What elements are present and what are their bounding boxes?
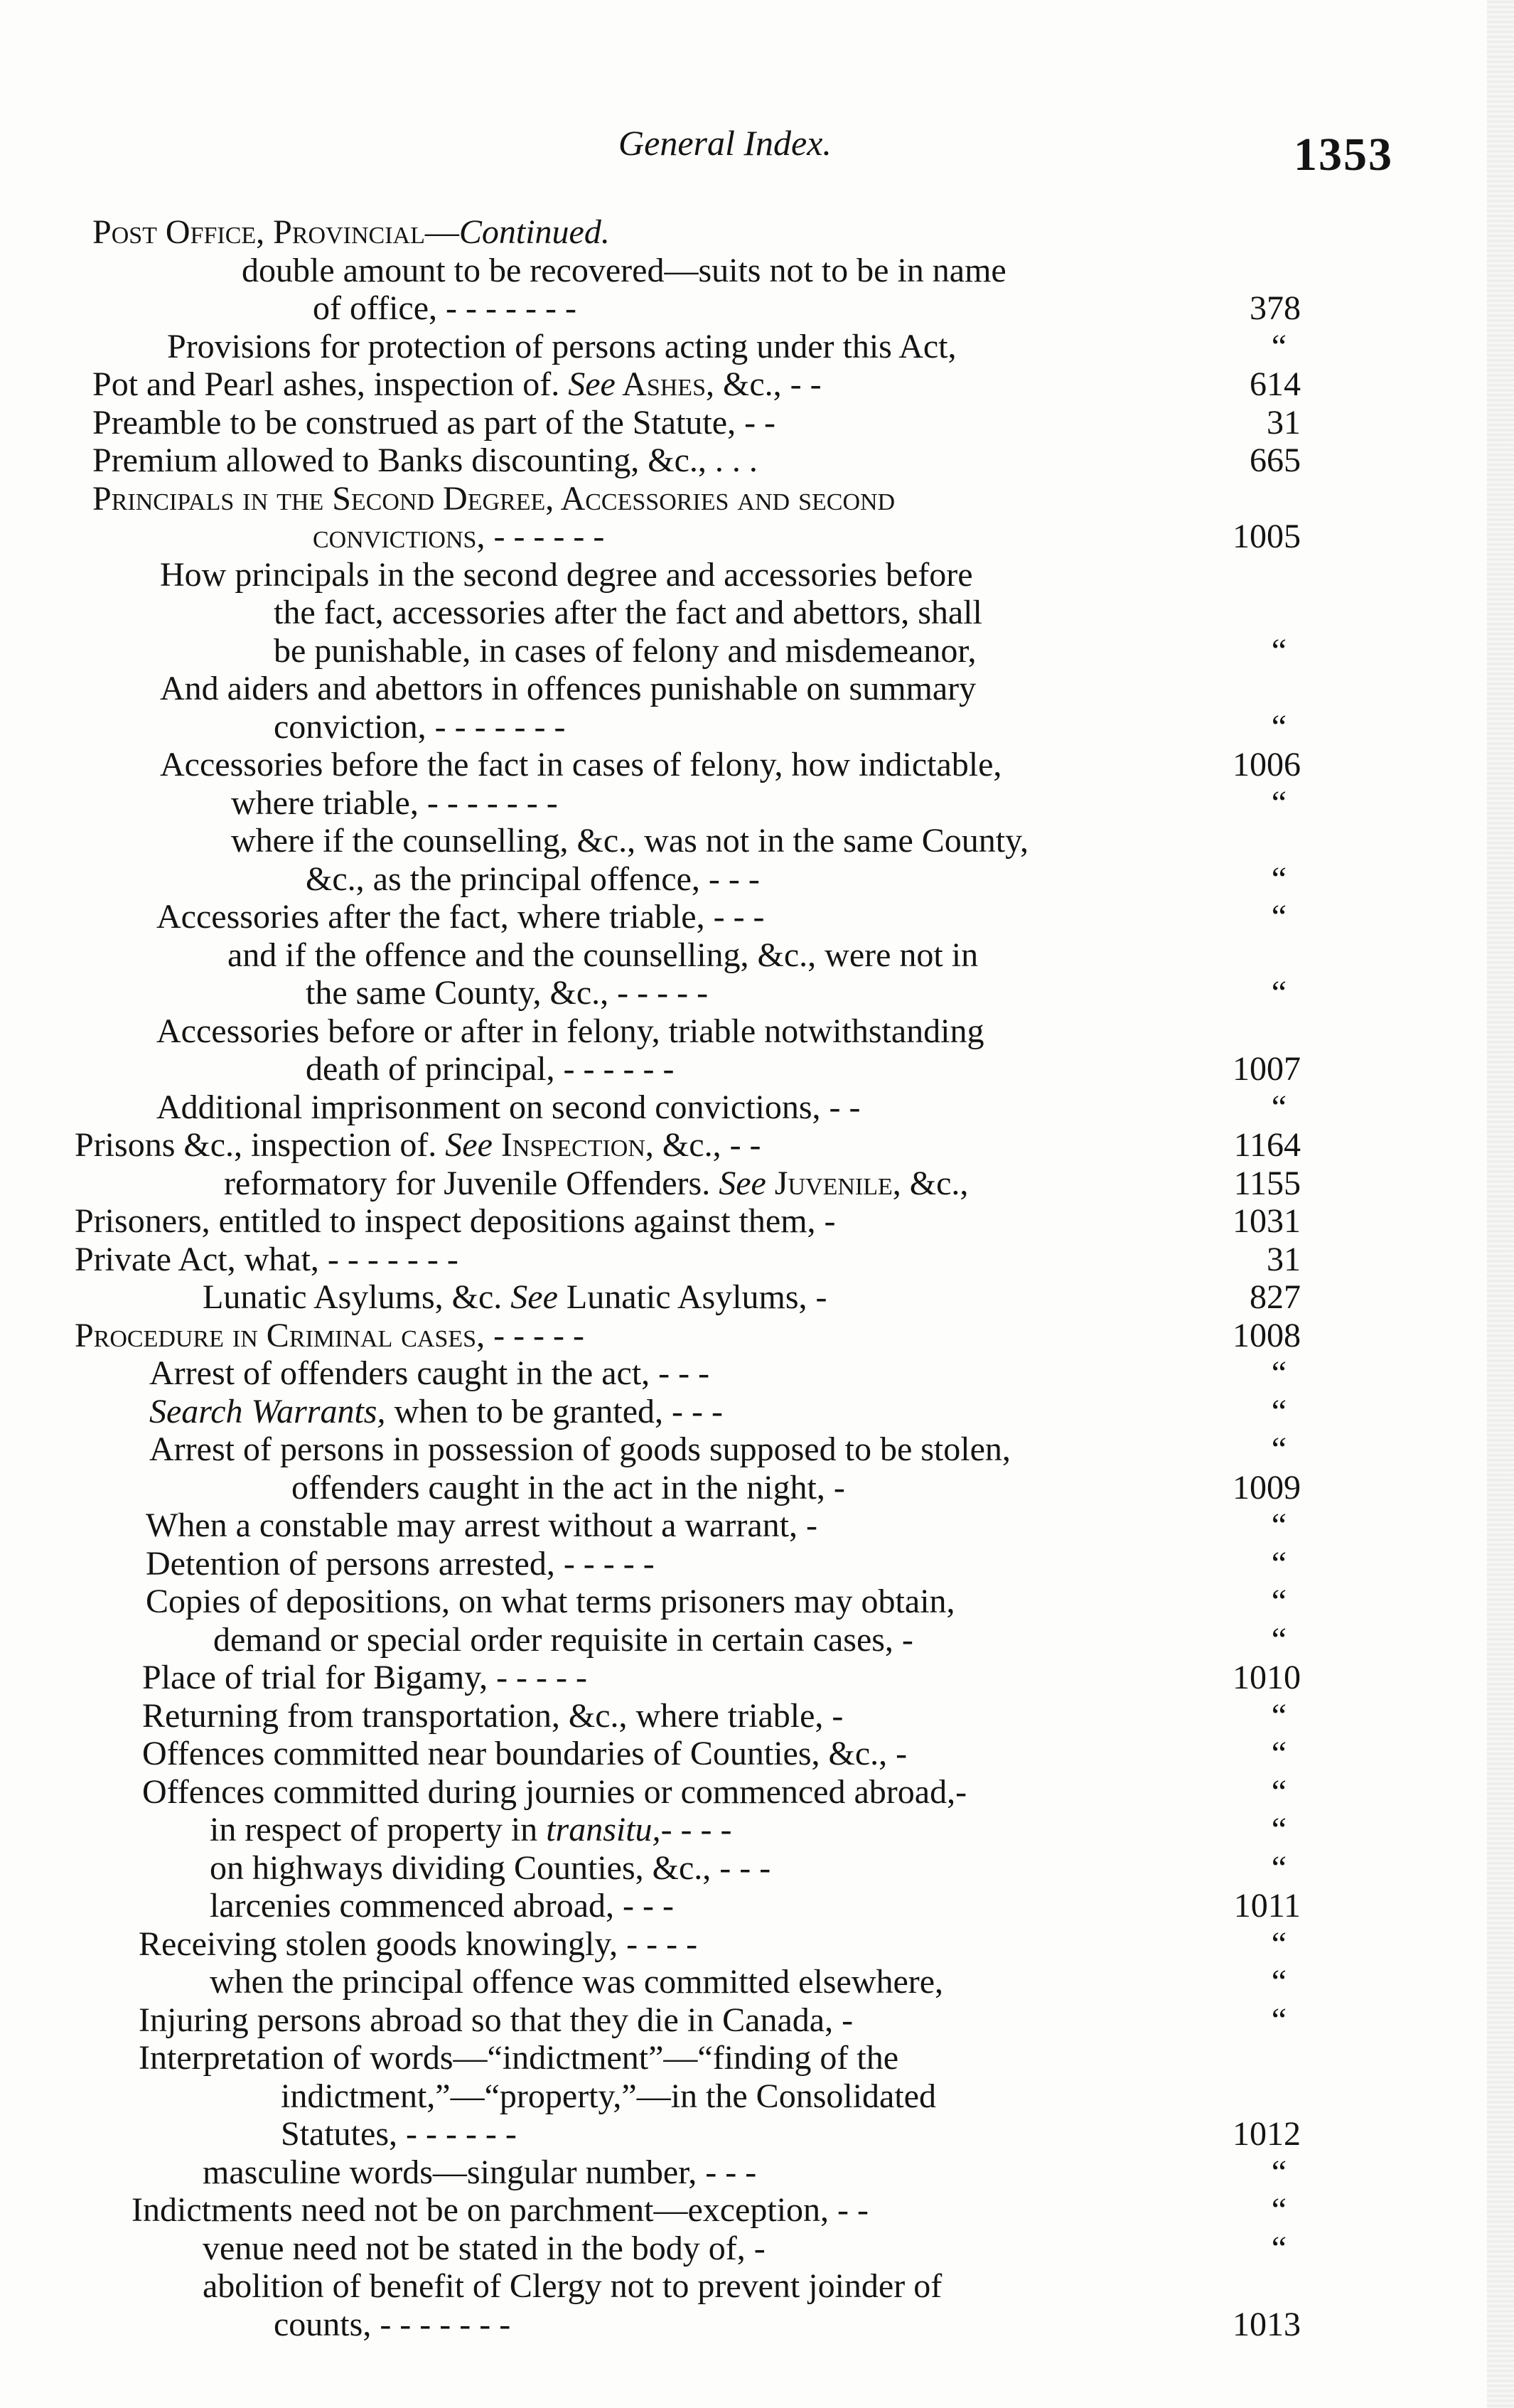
index-entry-text-part: See (445, 1126, 493, 1164)
index-entry-text (213, 1621, 913, 1659)
index-entry (0, 1012, 1514, 1051)
index-entry-text-part: Inspection (492, 1126, 645, 1164)
index-entry-text (313, 518, 604, 556)
index-entry-text (306, 860, 760, 899)
ditto-mark: “ (1271, 783, 1287, 822)
index-entry-text-part: Preamble to be construed as part of the Statute, - - (92, 403, 776, 442)
index-entry-text-part: How principals in the second degree and accessories before (160, 555, 973, 594)
index-entry-text-part: Accessories before the fact in cases of felony, how indictable, (160, 746, 1002, 783)
index-entry-text (75, 1202, 836, 1241)
index-entry-text-part: Private Act, what, - - - - - - - (75, 1240, 458, 1278)
index-entry-text-part: Provisions for protection of persons acting under this Act, (167, 327, 957, 365)
index-entry (0, 1697, 1514, 1735)
index-entry-text-part: venue need not be stated in the body of, - (203, 2229, 766, 2267)
index-entry (0, 1278, 1514, 1317)
index-entry (0, 252, 1514, 290)
index-entry-text-part: Accessories after the fact, where triable, - - - (156, 898, 765, 936)
index-entry-text-part: Arrest of offenders caught in the act, - - - (149, 1354, 710, 1392)
index-entry-text-part: , &c., - - (705, 365, 822, 403)
index-entry (0, 898, 1514, 936)
index-entry-text-part: Lunatic Asylums, &c. (203, 1278, 511, 1316)
ditto-mark: “ (1271, 1507, 1287, 1544)
index-entry (0, 1583, 1514, 1621)
index-entry-text-part: See (568, 365, 616, 403)
index-entry-text-part: be punishable, in cases of felony and misdemeanor, (274, 631, 977, 670)
index-entry-text (231, 784, 558, 823)
index-entry-text-part: &c., as the principal offence, - - - (306, 860, 760, 898)
index-entry (0, 784, 1514, 823)
index-entry (0, 1849, 1514, 1888)
index-entry-text-part: Pot and Pearl ashes, inspection of. (92, 365, 569, 403)
index-entry (0, 974, 1514, 1012)
index-entry (0, 442, 1514, 480)
index-entry-text (131, 2191, 869, 2230)
ditto-mark: “ (1271, 898, 1287, 936)
index-entry-text (92, 365, 822, 404)
index-entry-text-part: Receiving stolen goods knowingly, - - - - (139, 1925, 698, 1963)
index-entry-text (92, 480, 895, 518)
index-entry-text-part: Accessories before or after in felony, triable notwithstanding (156, 1012, 984, 1050)
page-reference: 827 (1250, 1278, 1301, 1316)
index-entry-text (160, 746, 1002, 784)
index-entry-text-part: Procedure in Criminal cases, (75, 1316, 485, 1354)
index-entry-text-part: Injuring persons abroad so that they die in Canada, - (139, 2001, 854, 2039)
index-entry (0, 404, 1514, 442)
index-entry (0, 860, 1514, 899)
index-entry (0, 1126, 1514, 1165)
index-entry (0, 1507, 1514, 1545)
index-entry-text-part: Statutes, - - - - - - (281, 2115, 517, 2153)
index-entry (0, 2153, 1514, 2192)
ditto-mark: “ (1271, 1088, 1287, 1126)
ditto-mark: “ (1271, 1925, 1287, 1963)
index-entry-text (306, 974, 708, 1012)
index-entry-text-part: Returning from transportation, &c., where triable, - (142, 1696, 844, 1735)
ditto-mark: “ (1271, 1811, 1287, 1848)
index-entry-text-part: Arrest of persons in possession of goods supposed to be stolen, (149, 1430, 1011, 1468)
page-number: 1353 (1294, 129, 1393, 181)
index-entry (0, 1925, 1514, 1964)
index-entry-text-part: , &c., (892, 1164, 969, 1202)
index-entry (0, 632, 1514, 670)
index-entry-text-part: on highways dividing Counties, &c., - - - (210, 1848, 771, 1887)
index-entry (0, 1735, 1514, 1773)
index-entry-text-part: And aiders and abettors in offences punishable on summary (160, 670, 977, 707)
index-entry-text (291, 1469, 845, 1507)
index-entry-text (160, 670, 976, 708)
index-entry (0, 1773, 1514, 1812)
ditto-mark: “ (1271, 327, 1287, 365)
page-reference: 31 (1267, 1240, 1301, 1278)
index-entry-text-part: larcenies commenced abroad, - - - (210, 1887, 674, 1925)
index-entry-text-part: double amount to be recovered—suits not to be in name (242, 251, 1006, 289)
index-entry-text (210, 1963, 943, 2001)
index-entry (0, 1202, 1514, 1241)
index-entry-text (146, 1545, 655, 1583)
ditto-mark: “ (1271, 1354, 1287, 1392)
running-header-title: General Index. (618, 123, 832, 163)
index-entry (0, 2306, 1514, 2344)
index-entry (0, 1430, 1514, 1469)
index-entry (0, 1088, 1514, 1127)
index-entry-text (139, 2001, 853, 2040)
index-entry-text (139, 2039, 898, 2077)
index-entry-text (146, 1507, 817, 1545)
index-entry (0, 556, 1514, 594)
index-entry-text (224, 1165, 968, 1203)
index-entry-text-part: Search Warrants, (149, 1392, 386, 1430)
index-entry-text-part: - - - - - - (485, 518, 605, 555)
index-entry-text (274, 2306, 510, 2344)
index-entry-text-part: Continued. (458, 213, 610, 251)
index-entry-text-part: Prisons &c., inspection of. (75, 1126, 446, 1164)
index-entry (0, 2115, 1514, 2153)
page-reference: 1010 (1233, 1659, 1301, 1696)
index-entry-text-part: abolition of benefit of Clergy not to prevent joinder of (203, 2267, 943, 2305)
index-entry (0, 822, 1514, 860)
index-entry-text (92, 404, 775, 442)
index-entry-text-part: transitu, (546, 1811, 661, 1848)
index-entry (0, 1393, 1514, 1431)
index-entry-text-part: - - - - (660, 1811, 732, 1848)
page-reference: 1005 (1233, 518, 1301, 555)
index-entry (0, 708, 1514, 747)
index-entry-text (210, 1849, 771, 1888)
ditto-mark: “ (1271, 1544, 1287, 1583)
index-entry-text-part: conviction, - - - - - - - (274, 707, 566, 746)
ditto-mark: “ (1271, 1772, 1287, 1811)
index-entry-text-part: Detention of persons arrested, - - - - - (146, 1544, 655, 1583)
index-entry-text-part: , &c., - - (645, 1126, 761, 1164)
index-entry-text-part: demand or special order requisite in certain cases, - (213, 1620, 913, 1659)
index-entry-text-part: death of principal, - - - - - - (306, 1050, 675, 1088)
index-entry-text (149, 1354, 709, 1393)
index-entry (0, 2191, 1514, 2230)
index-entry (0, 1621, 1514, 1659)
index-entry (0, 746, 1514, 784)
index-entry-text (149, 1430, 1011, 1469)
index-entry (0, 480, 1514, 518)
index-entry-text-part: counts, - - - - - - - (274, 2305, 511, 2343)
index-entry-text-part: Juvenile (766, 1164, 893, 1202)
index-entry-text-part: the fact, accessories after the fact and abettors, shall (274, 594, 982, 631)
index-entry-text (156, 1088, 861, 1127)
index-entry (0, 2001, 1514, 2040)
index-entry (0, 518, 1514, 556)
ditto-mark: “ (1271, 1620, 1287, 1659)
page-reference: 1155 (1233, 1164, 1301, 1202)
ditto-mark: “ (1271, 1392, 1287, 1430)
index-entry-text-part: Interpretation of words—“indictment”—“finding of the (139, 2039, 899, 2077)
index-entry (0, 2039, 1514, 2077)
index-entry-text (203, 2230, 766, 2268)
index-entry (0, 670, 1514, 708)
index-entry-text (139, 1925, 697, 1964)
page-reference: 1006 (1233, 746, 1301, 783)
index-entry-text-part: Principals in the Second Degree, Accessories and second (92, 479, 896, 518)
index-entry-text-part: convictions, (313, 518, 485, 555)
index-entry-text-part: Offences committed during journies or commenced abroad,- (142, 1772, 967, 1811)
page-reference: 1164 (1233, 1126, 1301, 1164)
ditto-mark: “ (1271, 1735, 1287, 1772)
index-entry-text-part: Place of trial for Bigamy, - - - - - (142, 1659, 587, 1696)
ditto-mark: “ (1271, 974, 1287, 1012)
index-entry-text (142, 1697, 843, 1735)
index-entry-text-part: and if the offence and the counselling, &c., were not in (227, 936, 979, 974)
index-entry (0, 289, 1514, 328)
index-entry (0, 213, 1514, 252)
index-entry-text-part: Additional imprisonment on second convictions, - - (156, 1088, 861, 1126)
index-entry-text (227, 936, 978, 975)
index-entry-text (274, 632, 976, 670)
index-entry (0, 2267, 1514, 2306)
ditto-mark: “ (1271, 1696, 1287, 1735)
index-entry-text (142, 1659, 587, 1697)
index-entry-text-part: indictment,”—“property,”—in the Consolidated (281, 2077, 936, 2115)
index-entry-text (142, 1735, 907, 1773)
index-entry-text-part: the same County, &c., - - - - - (306, 974, 709, 1012)
index-entry (0, 328, 1514, 366)
index-entry-text-part: - - - - - (485, 1316, 584, 1354)
index-entry-text (160, 556, 973, 594)
index-entry (0, 1165, 1514, 1203)
index-entry-text-part: where if the counselling, &c., was not in the same County, (231, 822, 1029, 860)
index-entry-text (149, 1393, 723, 1431)
index-entry (0, 1545, 1514, 1583)
index-entry-text (75, 1317, 584, 1355)
ditto-mark: “ (1271, 1963, 1287, 2001)
index-entry-text (231, 822, 1029, 860)
index-entry-text (242, 252, 1006, 290)
page-reference: 31 (1267, 403, 1301, 442)
ditto-mark: “ (1271, 1848, 1287, 1887)
index-entry-text-part: Premium allowed to Banks discounting, &c., . . . (92, 442, 758, 479)
index-entry-text-part: in respect of property in (210, 1811, 547, 1848)
index-entry-text (156, 898, 765, 936)
index-entry (0, 1963, 1514, 2001)
index-entry (0, 1317, 1514, 1355)
index-entry-text (156, 1012, 984, 1051)
index-entry-text (142, 1773, 967, 1812)
index-entry (0, 594, 1514, 632)
index-entry-text (75, 1126, 761, 1165)
page-reference: 1031 (1233, 1202, 1301, 1240)
index-entry (0, 2077, 1514, 2116)
ditto-mark: “ (1271, 631, 1287, 670)
index-entry-text-part: Ashes (615, 365, 706, 403)
index-entry-text-part: when to be granted, - - - (385, 1392, 723, 1430)
index-entry (0, 1469, 1514, 1507)
page-reference: 1007 (1233, 1050, 1301, 1088)
index-entry (0, 1887, 1514, 1925)
index-entry (0, 1354, 1514, 1393)
index-entry-text-part: Lunatic Asylums, - (557, 1278, 827, 1316)
index-entry-text (274, 594, 982, 632)
index-entry-text-part: Offences committed near boundaries of Counties, &c., - (142, 1735, 908, 1772)
index-entry-text-part: Copies of depositions, on what terms prisoners may obtain, (146, 1583, 955, 1620)
index-entry-text (306, 1050, 674, 1088)
index-entry-text-part: of office, - - - - - - - (313, 289, 576, 327)
index-entry-text-part: When a constable may arrest without a warrant, - (146, 1507, 817, 1544)
index-entry-text-part: Prisoners, entitled to inspect depositions against them, - (75, 1202, 836, 1240)
index-entry-list (0, 213, 1514, 2343)
index-entry (0, 1811, 1514, 1849)
index-entry-text-part: See (510, 1278, 558, 1316)
index-entry-text-part: when the principal offence was committed elsewhere, (210, 1963, 944, 2001)
page-reference: 1008 (1233, 1316, 1301, 1354)
ditto-mark: “ (1271, 2001, 1287, 2039)
page-reference: 1012 (1233, 2115, 1301, 2153)
index-entry-text-part: — (424, 213, 459, 251)
index-entry-text (274, 708, 566, 747)
page-reference: 1013 (1233, 2305, 1301, 2343)
ditto-mark: “ (1271, 1430, 1287, 1468)
index-entry (0, 936, 1514, 975)
index-entry-text-part: where triable, - - - - - - - (231, 783, 558, 822)
index-entry-text-part: masculine words—singular number, - - - (203, 2153, 757, 2191)
index-entry-text (210, 1811, 732, 1849)
index-entry (0, 1241, 1514, 1279)
index-entry (0, 365, 1514, 404)
index-entry-text (203, 1278, 827, 1317)
index-entry-text (313, 289, 576, 328)
index-entry-text (281, 2115, 517, 2153)
page-reference: 378 (1250, 289, 1301, 327)
index-entry (0, 1050, 1514, 1088)
index-entry-text (203, 2153, 756, 2192)
index-entry-text-part: Indictments need not be on parchment—exception, - - (131, 2191, 869, 2229)
index-entry-text (281, 2077, 936, 2116)
index-entry-text (210, 1887, 674, 1925)
index-entry (0, 1659, 1514, 1697)
ditto-mark: “ (1271, 2153, 1287, 2191)
ditto-mark: “ (1271, 707, 1287, 746)
index-entry-text (203, 2267, 942, 2306)
index-entry-text-part: offenders caught in the act in the night, - (291, 1468, 845, 1507)
ditto-mark: “ (1271, 2229, 1287, 2267)
ditto-mark: “ (1271, 1583, 1287, 1620)
ditto-mark: “ (1271, 860, 1287, 898)
ditto-mark: “ (1271, 2191, 1287, 2229)
index-entry-text (167, 328, 957, 366)
index-entry-text-part: See (719, 1164, 766, 1202)
index-entry (0, 2230, 1514, 2268)
page-reference: 1009 (1233, 1468, 1301, 1507)
index-entry-text-part: reformatory for Juvenile Offenders. (224, 1164, 719, 1202)
page-reference: 1011 (1233, 1887, 1301, 1925)
index-entry-text (75, 1241, 458, 1279)
index-entry-text (146, 1583, 955, 1621)
index-entry-text-part: Post Office, Provincial (92, 213, 425, 251)
index-entry-text (92, 442, 758, 480)
page-reference: 665 (1250, 442, 1301, 479)
page-reference: 614 (1250, 365, 1301, 403)
index-entry-text (92, 213, 610, 252)
